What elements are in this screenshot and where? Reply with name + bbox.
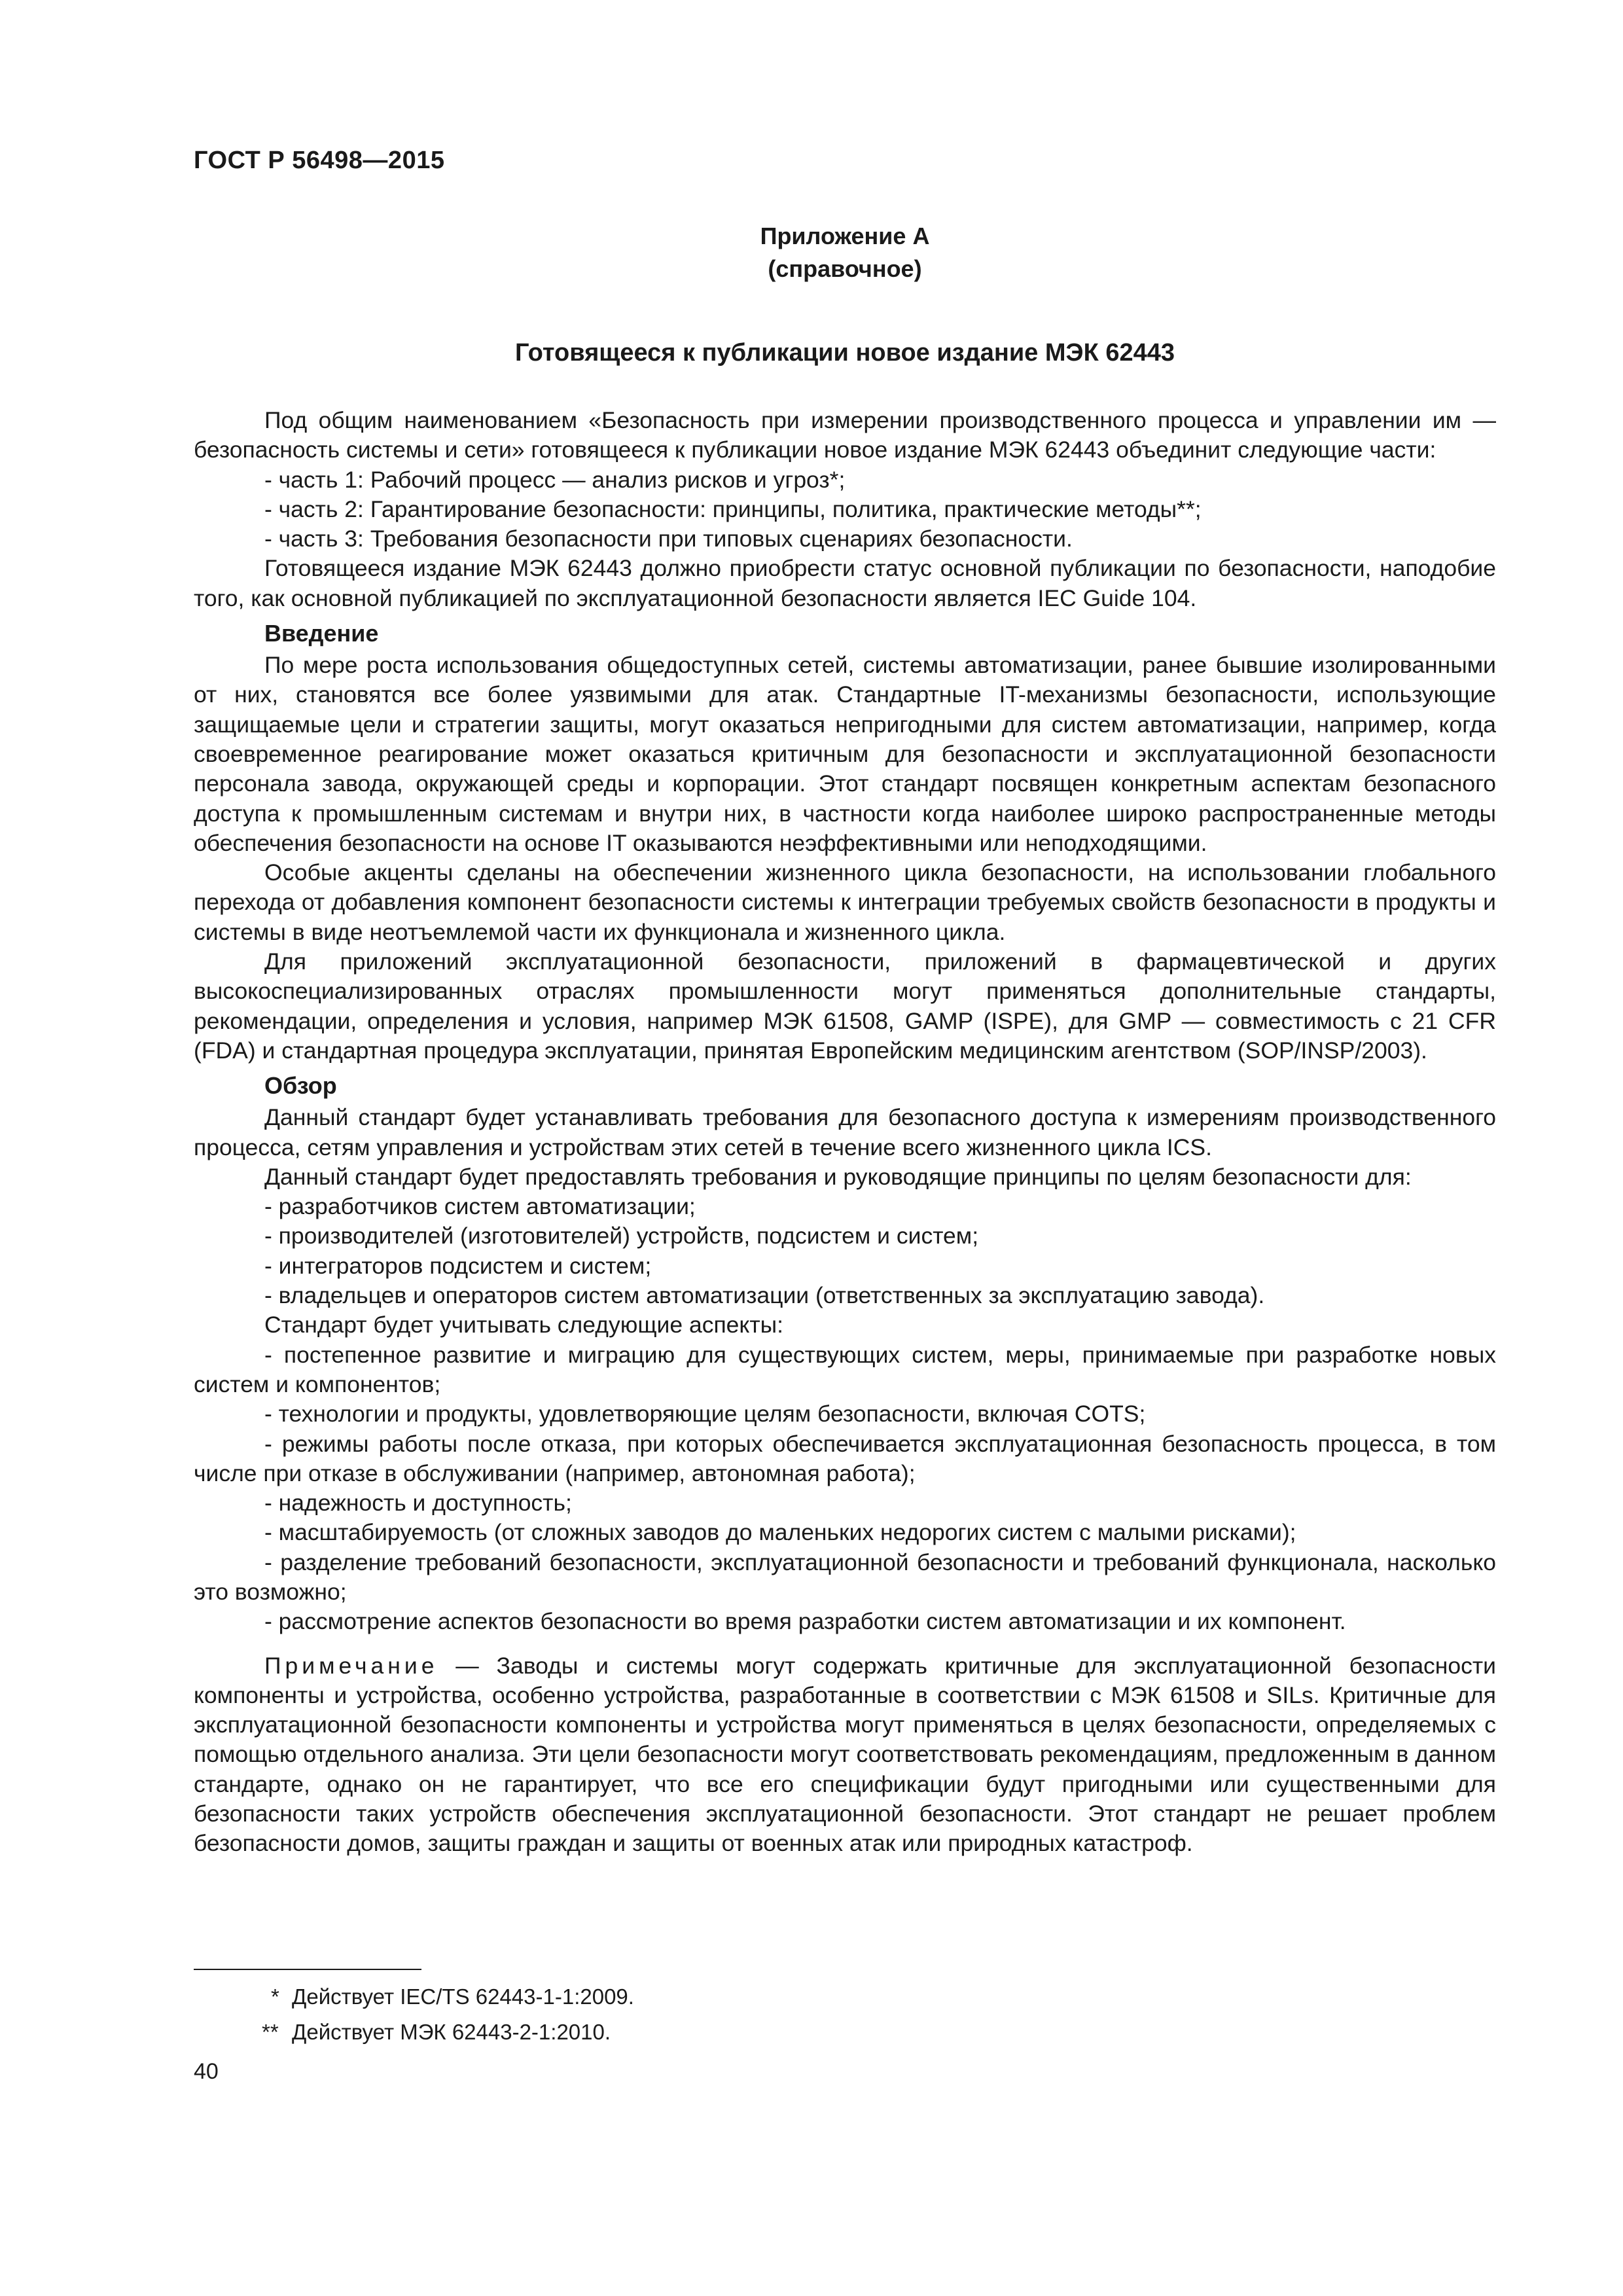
note-text: — Заводы и системы могут содержать критичные для эксплуатационной безопасности компоненты и устройства, особенно устройства, разработанные в соответствии с МЭК 61508 и SILs. Критичные для эксплуатационной безопасности компоненты и устройства могут применяться в целях безопасности, определяемых с помощью отдельного анализа. Эти цели безопасности могут соответствовать рекомендациям, предложенным в данном стандарте, однако он не гарантирует, что все его спецификации будут пригодными или существенными для безопасности таких устройств обеспечения эксплуатационной безопасности. Этот стандарт не решает проблем безопасности домов, защиты граждан и защиты от военных атак или природных катастроф. [194, 1652, 1496, 1857]
list-item: - надежность и доступность; [264, 1490, 572, 1516]
list-item: - постепенное развитие и миграцию для существующих систем, меры, принимаемые при разработке новых систем и компонентов; [194, 1341, 1496, 1397]
list-item: - рассмотрение аспектов безопасности во время разработки систем автоматизации и их компонент. [264, 1608, 1346, 1635]
list-item: - масштабируемость (от сложных заводов до маленьких недорогих систем с малыми рисками); [264, 1519, 1296, 1546]
footnote-text: Действует МЭК 62443-2-1:2010. [292, 2020, 611, 2044]
list-item: - интеграторов подсистем и систем; [264, 1252, 652, 1279]
footnote-text: Действует IEC/TS 62443-1-1:2009. [292, 1984, 634, 2009]
list-item: - разработчиков систем автоматизации; [264, 1193, 696, 1220]
paragraph: Для приложений эксплуатационной безопасности, приложений в фармацевтической и других высокоспециализированных отраслях промышленности могут применяться дополнительные стандарты, рекомендации, определения и условия, например МЭК 61508, GAMP (ISPE), для GMP — совместимость с 21 CFR (FDA) и стандартная процедура эксплуатации, принятая Европейским медицинским агентством (SOP/INSP/2003). [194, 948, 1496, 1064]
footnote [194, 1979, 1496, 2015]
paragraph: Данный стандарт будет устанавливать требования для безопасного доступа к измерениям производственного процесса, сетям управления и устройствам этих сетей в течение всего жизненного цикла ICS. [194, 1104, 1496, 1160]
list-item: - производителей (изготовителей) устройств, подсистем и систем; [264, 1223, 979, 1249]
paragraph: Особые акценты сделаны на обеспечении жизненного цикла безопасности, на использовании глобального перехода от добавления компонент безопасности системы к интеграции требуемых свойств безопасности в продукты и системы в виде неотъемлемой части их функционала и жизненного цикла. [194, 859, 1496, 945]
list-item: - режимы работы после отказа, при которых обеспечивается эксплуатационная безопасность процесса, в том числе при отказе в обслуживании (например, автономная работа); [194, 1430, 1496, 1486]
paragraph: Стандарт будет учитывать следующие аспекты: [264, 1312, 783, 1338]
document-body [194, 406, 1496, 1859]
paragraph: По мере роста использования общедоступных сетей, системы автоматизации, ранее бывшие изолированными от них, становятся все более уязвимыми для атак. Стандартные IT-механизмы безопасности, использующие защищаемые цели и стратегии защиты, могут оказаться непригодными для систем автоматизации, например, когда своевременное реагирование может оказаться критичным для безопасности и эксплуатационной безопасности персонала завода, окружающей среды и корпорации. Этот стандарт посвящен конкретным аспектам безопасного доступа к промышленным системам и внутри них, в частности когда наиболее широко распространенные методы обеспечения безопасности на основе IT оказываются неэффективными или неподходящими. [194, 652, 1496, 856]
footnotes [194, 1979, 1496, 2050]
subsection-heading-introduction: Введение [264, 620, 379, 647]
list-item: - часть 1: Рабочий процесс — анализ рисков и угроз*; [264, 466, 846, 493]
annex-title: Приложение А [760, 223, 930, 249]
paragraph: Данный стандарт будет предоставлять требования и руководящие принципы по целям безопасности для: [264, 1163, 1412, 1190]
subsection-heading-overview: Обзор [264, 1072, 337, 1100]
annex-kind: (справочное) [768, 255, 922, 282]
list-item: - разделение требований безопасности, эксплуатационной безопасности и требований функционала, насколько это возможно; [194, 1549, 1496, 1605]
note-label: Примечание [264, 1652, 438, 1679]
footnote [194, 2015, 1496, 2050]
footnote-mark: * [271, 1984, 279, 2009]
note-paragraph [194, 1651, 1496, 1859]
footnote-mark: ** [262, 2020, 279, 2044]
standard-header: ГОСТ Р 56498—2015 [194, 147, 445, 174]
footnote-separator [194, 1969, 421, 1970]
paragraph: Готовящееся издание МЭК 62443 должно приобрести статус основной публикации по безопасности, наподобие того, как основной публикацией по эксплуатационной безопасности является IEC Guide 104. [194, 555, 1496, 611]
list-item: - часть 3: Требования безопасности при типовых сценариях безопасности. [264, 526, 1073, 552]
page-number: 40 [194, 2059, 219, 2084]
list-item: - технологии и продукты, удовлетворяющие целям безопасности, включая COTS; [264, 1401, 1146, 1427]
section-title: Готовящееся к публикации новое издание МЭК 62443 [515, 339, 1175, 367]
paragraph: Под общим наименованием «Безопасность при измерении производственного процесса и управлении им — безопасность системы и сети» готовящееся к публикации новое издание МЭК 62443 объединит следующие части: [194, 407, 1496, 463]
list-item: - часть 2: Гарантирование безопасности: принципы, политика, практические методы**; [264, 495, 1202, 522]
list-item: - владельцев и операторов систем автоматизации (ответственных за эксплуатацию завода). [264, 1282, 1265, 1309]
